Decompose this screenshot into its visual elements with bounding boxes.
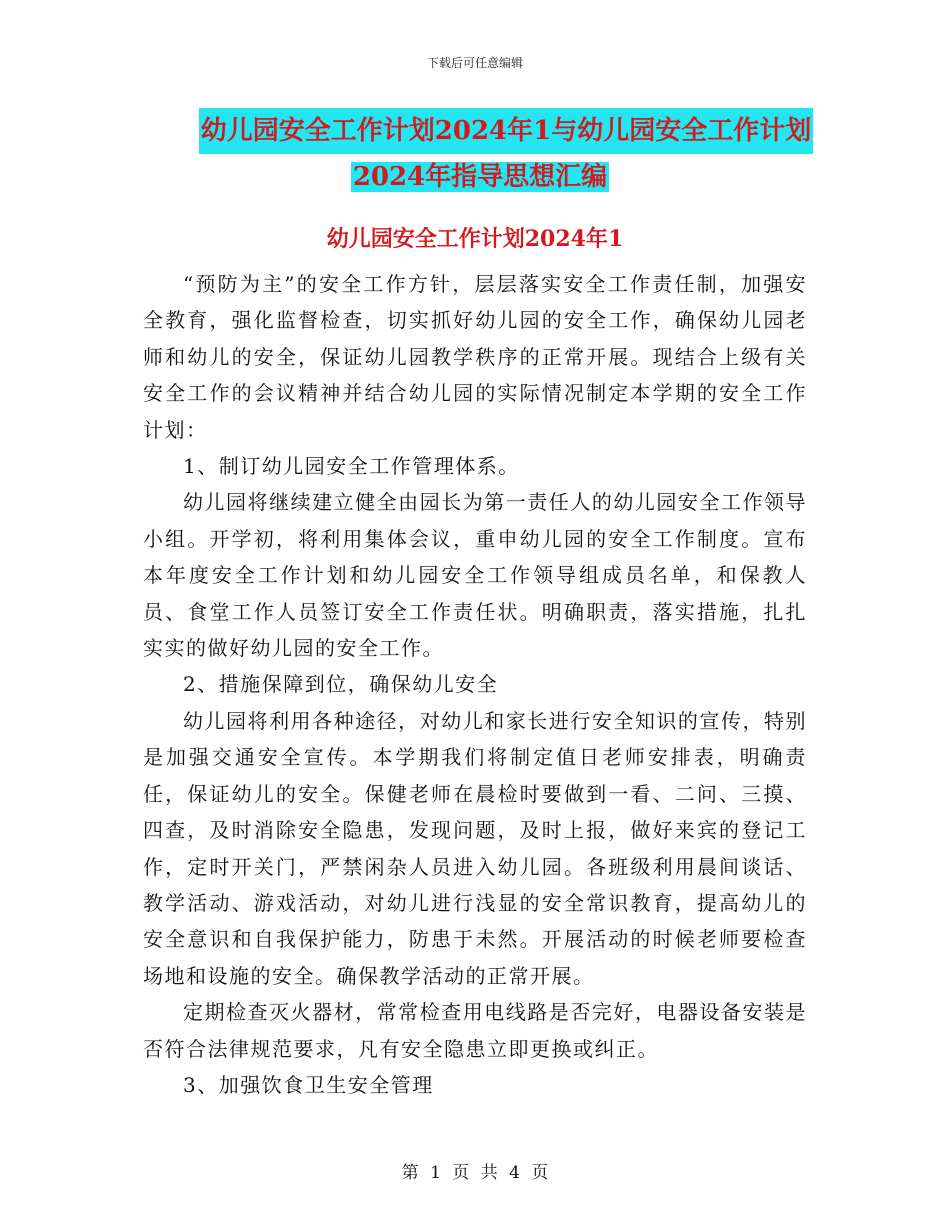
paragraph-heading-3: 3、加强饮食卫生安全管理 (183, 1072, 434, 1097)
paragraph-measures: 幼儿园将利用各种途径，对幼儿和家长进行安全知识的宣传，特别是加强交通安全宣传。本学期我们将制定值日老师安排表，明确责任，保证幼儿的安全。保健老师在晨检时要做到一看、二问、三摸、四查，及时消除安全隐患，发现问题，及时上报，做好来宾的登记工作，定时开关门，严禁闲杂人员进入幼儿园。各班级利用晨间谈话、教学活动、游戏活动，对幼儿进行浅显的安全常识教育，提高幼儿的安全意识和自我保护能力，防患于未然。开展活动的时候老师要检查场地和设施的安全。确保教学活动的正常开展。 (143, 708, 807, 988)
header-note: 下载后可任意编辑 (426, 56, 523, 70)
paragraph-heading-2: 2、措施保障到位，确保幼儿安全 (183, 672, 499, 697)
paragraph-fire-safety: 定期检查灭火器材，常常检查用电线路是否完好，电器设备安装是否符合法律规范要求，凡有安全隐患立即更换或纠正。 (143, 1000, 807, 1061)
section-title: 幼儿园安全工作计划2024年1 (326, 226, 624, 252)
document-body (143, 266, 807, 1103)
document-title (140, 108, 820, 200)
paragraph-heading-1: 1、制订幼儿园安全工作管理体系。 (183, 454, 520, 479)
paragraph-management: 幼儿园将继续建立健全由园长为第一责任人的幼儿园安全工作领导小组。开学初，将利用集体会议，重申幼儿园的安全工作制度。宣布本年度安全工作计划和幼儿园安全工作领导组成员名单，和保教人员、食堂工作人员签订安全工作责任状。明确职责，落实措施，扎扎实实的做好幼儿园的安全工作。 (143, 490, 807, 661)
paragraph-intro: “预防为主”的安全工作方针，层层落实安全工作责任制，加强安全教育，强化监督检查，切实抓好幼儿园的安全工作，确保幼儿园老师和幼儿的安全，保证幼儿园教学秩序的正常开展。现结合上级有关安全工作的会议精神并结合幼儿园的实际情况制定本学期的安全工作计划： (143, 272, 807, 442)
document-title-line-2: 2024年指导思想汇编 (352, 162, 608, 192)
page-footer: 第 1 页 共 4 页 (401, 1163, 549, 1183)
document-title-line-1: 幼儿园安全工作计划2024年1与幼儿园安全工作计划 (199, 108, 813, 154)
